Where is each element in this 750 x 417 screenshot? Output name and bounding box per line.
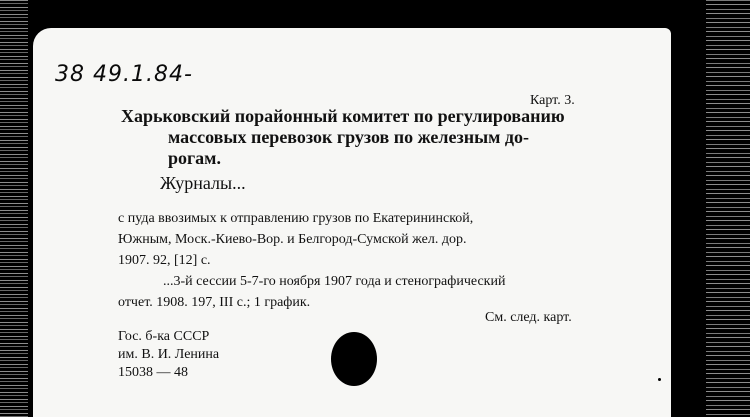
library-line: Гос. б-ка СССР [118, 329, 210, 344]
body-line: отчет. 1908. 197, III с.; 1 график. [118, 295, 311, 310]
body-line: Южным, Моск.-Киево-Вор. и Белгород-Сумской жел. дор. [118, 232, 467, 247]
catalog-card [33, 28, 671, 417]
speck [658, 378, 661, 381]
scan-edge-left [0, 0, 28, 417]
scan-edge-right [706, 0, 750, 417]
card-body [118, 208, 598, 313]
card-punch-hole [331, 332, 377, 386]
handwritten-catalog-number: 38 49.1.84- [55, 62, 193, 87]
card-number: Карт. 3. [530, 93, 575, 108]
title-line-1: Харьковский порайонный комитет по регулированию [121, 106, 565, 126]
library-line: 15038 — 48 [118, 365, 188, 380]
card-title [121, 106, 621, 169]
library-stamp [118, 328, 219, 382]
scan-edge-top [28, 0, 706, 26]
title-line-2: массовых перевозок грузов по железным до- [168, 127, 530, 147]
library-line: им. В. И. Ленина [118, 347, 220, 362]
body-line: 1907. 92, [12] с. [118, 253, 211, 268]
card-subtitle: Журналы... [160, 173, 246, 193]
body-line: ...3-й сессии 5-7-го ноября 1907 года и стенографический [163, 274, 506, 289]
body-line: с пуда ввозимых к отправлению грузов по Екатерининской, [118, 211, 474, 226]
title-line-3: рогам. [168, 148, 221, 168]
see-next-card: См. след. карт. [485, 310, 572, 325]
